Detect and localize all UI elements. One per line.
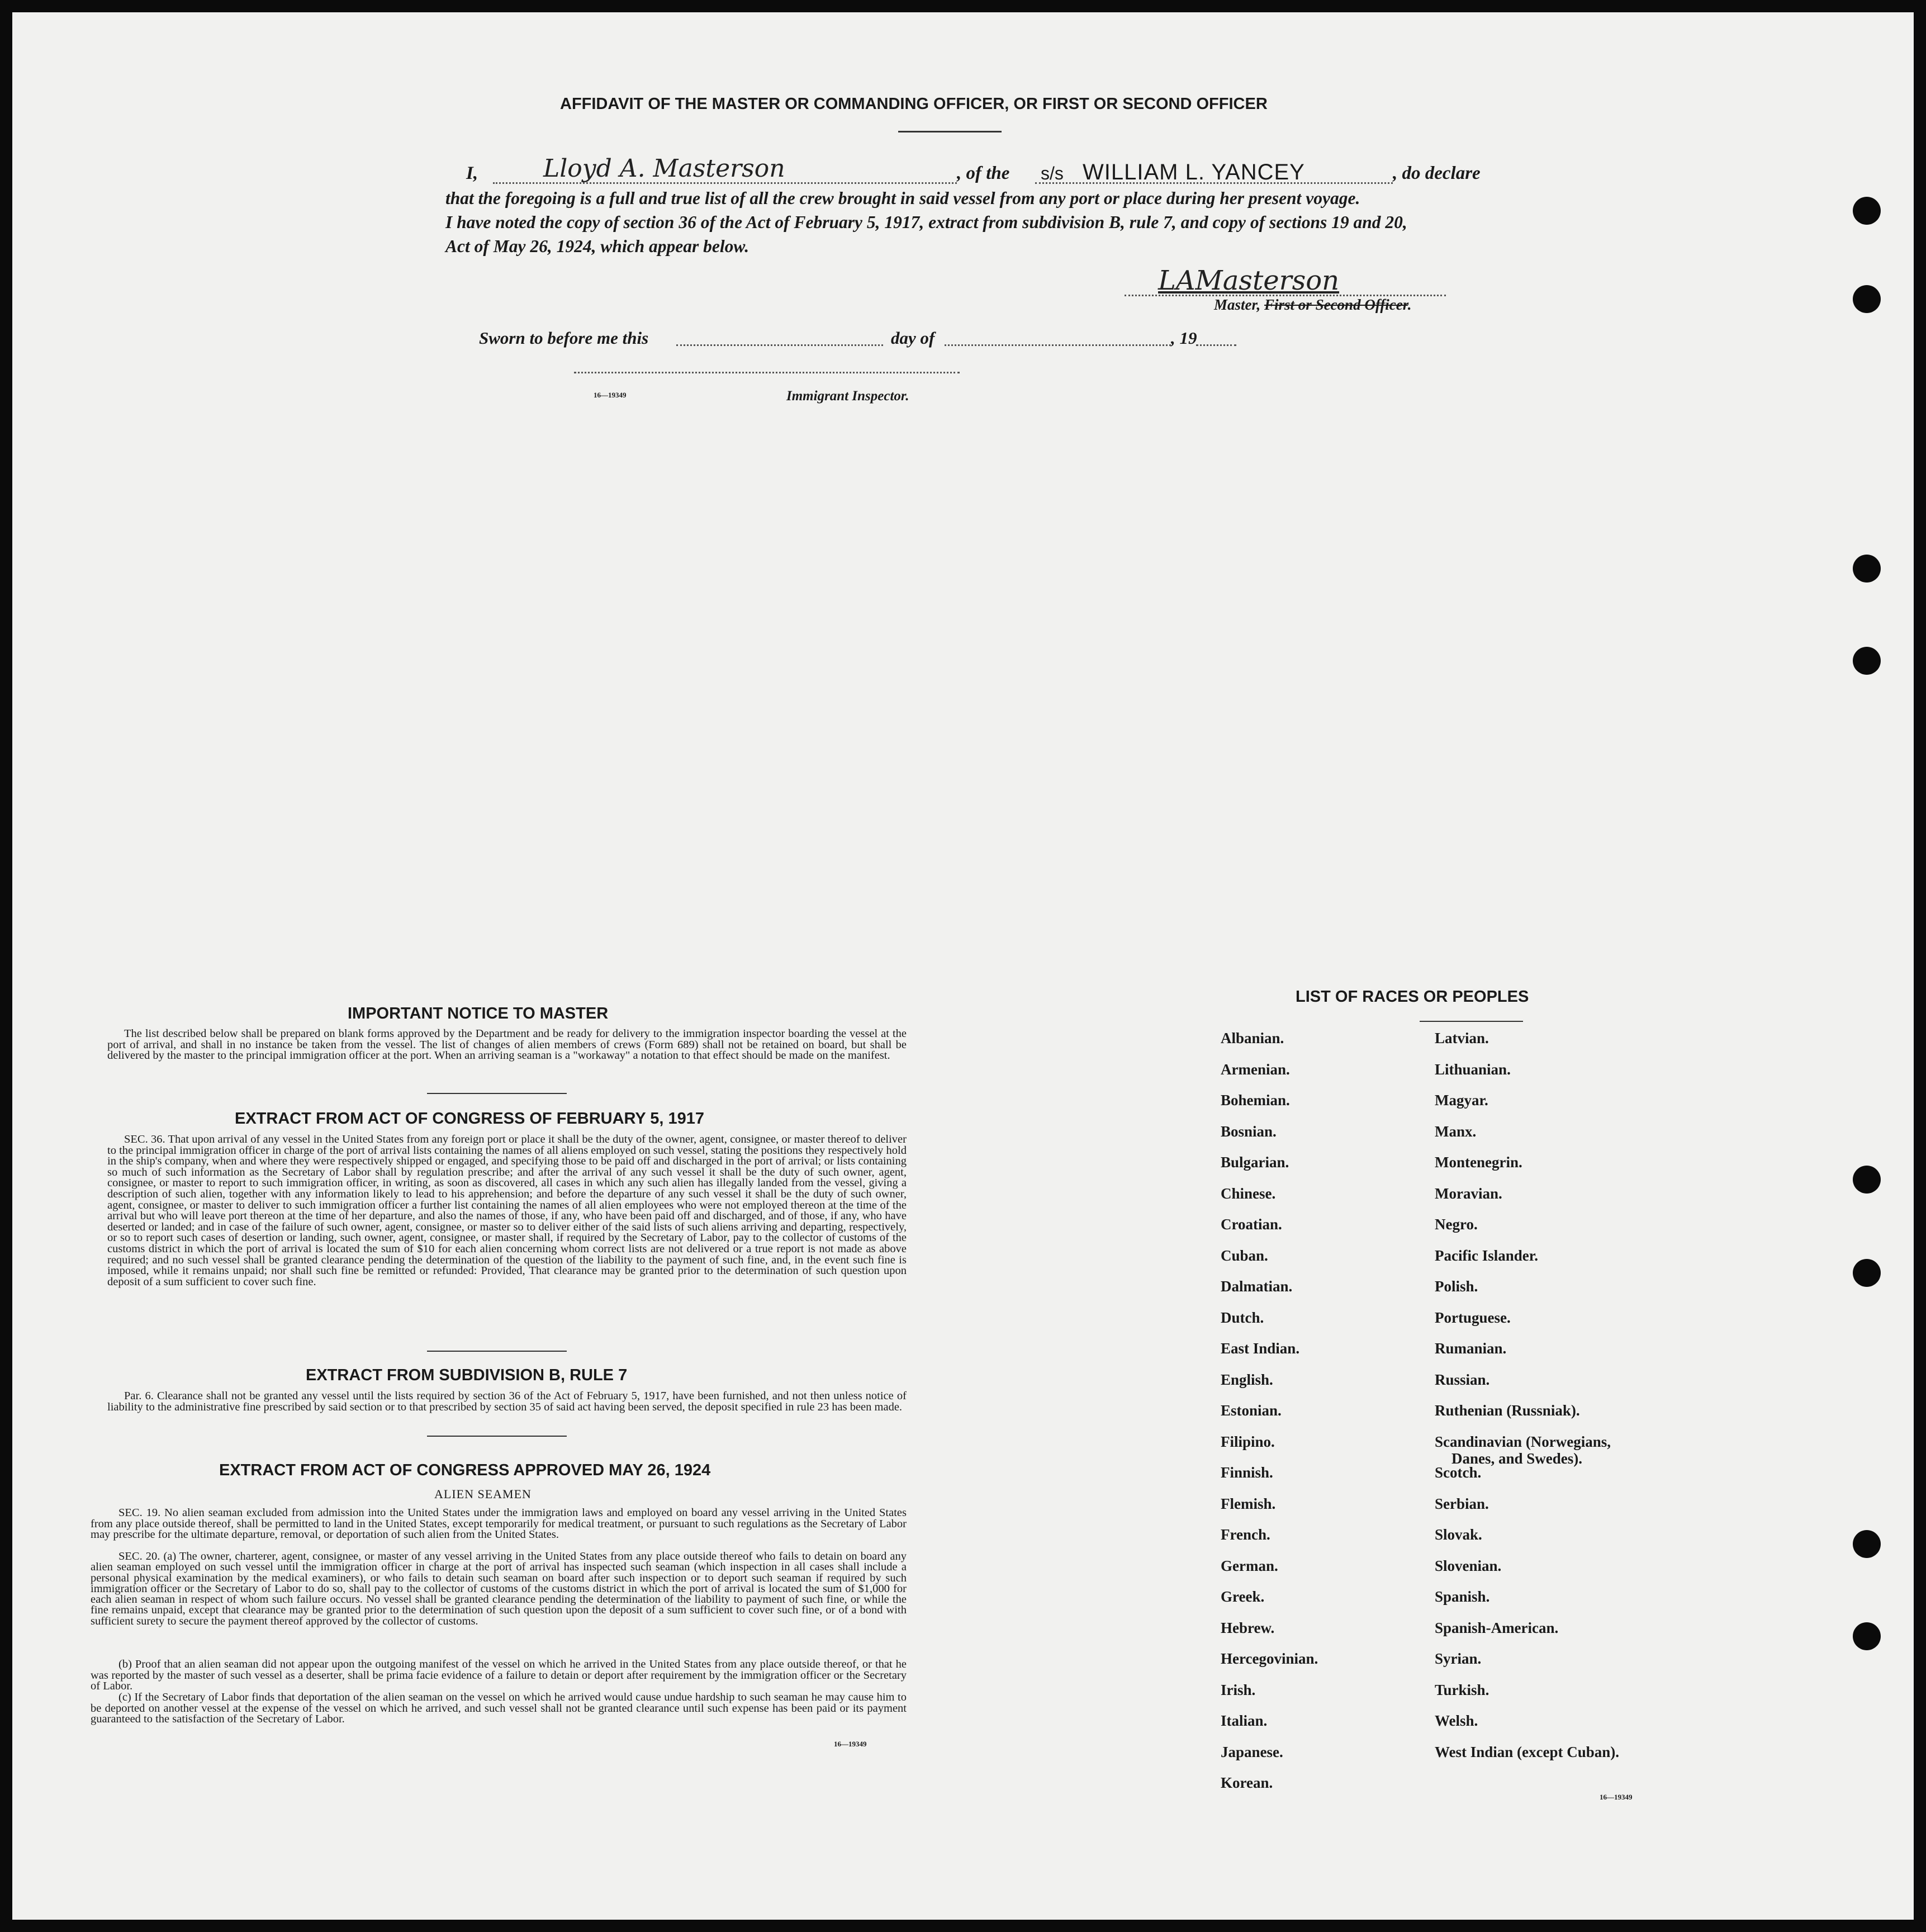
race-item: Welsh. [1435,1712,1478,1729]
race-item: Portuguese. [1435,1309,1511,1326]
race-item: Moravian. [1435,1185,1502,1202]
race-item: Armenian. [1221,1060,1290,1078]
race-item: East Indian. [1221,1340,1300,1357]
race-item: Pacific Islander. [1435,1247,1538,1264]
race-item: Irish. [1221,1681,1256,1698]
race-item: Greek. [1221,1588,1265,1605]
race-item: Cuban. [1221,1247,1268,1264]
race-item: Hercegovinian. [1221,1650,1318,1667]
vessel-name: WILLIAM L. YANCEY [1083,160,1305,184]
punch-hole [1853,1622,1881,1650]
sworn-year-field[interactable] [1196,344,1236,346]
race-item: French. [1221,1526,1270,1543]
pronoun-label: I, [466,163,478,183]
inspector-label: Immigrant Inspector. [786,389,909,404]
punch-hole [1853,1259,1881,1287]
race-item: Syrian. [1435,1650,1482,1667]
of-the-label: , of the [957,163,1010,183]
vessel-prefix: s/s [1041,163,1064,183]
act-1924-sec-20c: (c) If the Secretary of Labor finds that deportation of the alien seaman on the vessel on which he arrived would cause undue hardship to such seaman he may cause him to be deported on another vessel at the expense of the vessel on which he arrived, and such vessel shall not be granted clearance until such expense has been paid or its payment guaranteed to the satisfaction of the Secretary of Labor. [91,1691,907,1725]
sworn-label: Sworn to before me this [479,328,649,348]
signer-title-struck: First or Second Officer [1264,296,1408,313]
race-item: Chinese. [1221,1185,1276,1202]
race-item: Lithuanian. [1435,1060,1511,1078]
race-item: Scandinavian (Norwegians, [1435,1433,1611,1450]
race-item: Manx. [1435,1123,1477,1140]
race-item: Ruthenian (Russniak). [1435,1402,1580,1419]
affidavit-line-2: that the foregoing is a full and true list of all the crew brought in said vessel from any port or place during her present voyage. [445,188,1360,208]
race-item: Japanese. [1221,1743,1283,1760]
signer-title: Master, First or Second Officer. [1214,296,1412,313]
race-item: Polish. [1435,1278,1478,1295]
document-page [12,12,1914,1920]
punch-hole [1853,1166,1881,1194]
race-item: Flemish. [1221,1495,1276,1512]
form-number: 16—19349 [594,391,627,399]
sworn-month-field[interactable] [945,344,1171,346]
race-item: Filipino. [1221,1433,1275,1450]
affidavit-line-4: Act of May 26, 1924, which appear below. [445,236,749,256]
race-item: West Indian (except Cuban). [1435,1743,1620,1760]
rule-7-text: Par. 6. Clearance shall not be granted any vessel until the lists required by section 36 of the Act of February 5, 1917, have been furnished, and not then unless notice of liability to the administrative fine prescribed by said section or to that prescribed by section 35 of said act having been served, the deposit specified in rule 23 has been made. [107,1390,907,1413]
race-item: English. [1221,1371,1273,1388]
race-item: Finnish. [1221,1464,1273,1481]
notice-text: The list described below shall be prepared on blank forms approved by the Department and be ready for delivery to the immigration inspector boarding the vessel at the port of arrival, and shall in no instance be taken from the vessel. The list of changes of alien members of crews (Form 689) shall not be retained on board, but shall be delivered by the master to the principal immigration officer at the port. When an arriving seaman is a "workaway" a notation to that effect should be made on the manifest. [107,1027,907,1062]
race-item: Croatian. [1221,1216,1282,1233]
race-item: Scotch. [1435,1464,1482,1481]
year-label: , 19 [1171,328,1197,348]
title-divider [898,131,1002,132]
inspector-signature-field[interactable] [574,372,960,373]
day-of-label: day of [891,328,935,348]
punch-hole [1853,555,1881,583]
races-divider [1420,1021,1523,1022]
act-1924-sec-19: SEC. 19. No alien seaman excluded from admission into the United States under the immigration laws and employed on board any vessel arriving in the United States from any place outside thereof, shall be permitted to land in the United States, except temporarily for medical treatment, or pursuant to such regulations as the Secretary of Labor may prescribe for the ultimate departure, removal, or deportation of such alien from the United States. [91,1507,907,1541]
race-item: Hebrew. [1221,1619,1275,1636]
punch-hole [1853,647,1881,675]
act-1924-sec-20a: SEC. 20. (a) The owner, charterer, agent, consignee, or master of any vessel arriving in the United States from any place outside thereof who fails to detain on board any alien seaman employed on such vessel until the immigration officer in charge at the port of arrival has inspected such seaman (which inspection in all cases shall include a personal physical examination by the medical examiners), or who fails to detain such seaman on board after such inspection or to deport such seaman if required by such immigration officer or the Secretary of Labor to do so, shall pay to the collector of customs of the customs district in which the port of arrival is located the sum of $1,000 for each alien seaman in respect of whom such failure occurs. No vessel shall be granted clearance pending the determination of the liability to payment of such fine, or while the fine remains unpaid, except that clearance may be granted prior to the determination of such question upon the deposit of a sum sufficient to cover such fine, or of a bond with sufficient surety to secure the payment thereof approved by the collector of customs. [91,1550,907,1627]
rule-7-title: EXTRACT FROM SUBDIVISION B, RULE 7 [306,1366,628,1384]
act-1917-title: EXTRACT FROM ACT OF CONGRESS OF FEBRUARY 5, 1917 [235,1110,705,1128]
race-item: Dutch. [1221,1309,1264,1326]
sworn-day-field[interactable] [676,344,883,346]
do-declare-label: , do declare [1393,163,1481,183]
punch-hole [1853,1530,1881,1558]
race-item: Bulgarian. [1221,1154,1289,1171]
form-number: 16—19349 [834,1740,867,1748]
act-1924-sec-20b: (b) Proof that an alien seaman did not appear upon the outgoing manifest of the vessel on which he arrived in the United States from any place outside thereof, or that he was reported by the master of such vessel as a deserter, shall be prima facie evidence of a failure to detain or deport after requirement by the immigration officer or the Secretary of Labor. [91,1658,907,1692]
punch-hole [1853,285,1881,313]
race-item: Bohemian. [1221,1092,1290,1109]
notice-title: IMPORTANT NOTICE TO MASTER [348,1005,609,1022]
race-item: Italian. [1221,1712,1268,1729]
affidavit-title: AFFIDAVIT OF THE MASTER OR COMMANDING OFFICER, OR FIRST OR SECOND OFFICER [560,95,1268,113]
race-item: Magyar. [1435,1092,1488,1109]
race-item: Spanish-American. [1435,1619,1559,1636]
race-item: Danes, and Swedes). [1451,1450,1583,1467]
section-divider [427,1351,567,1352]
race-item: Russian. [1435,1371,1490,1388]
race-item: Turkish. [1435,1681,1489,1698]
race-item: Rumanian. [1435,1340,1507,1357]
punch-hole [1853,197,1881,225]
act-1917-text: SEC. 36. That upon arrival of any vessel in the United States from any foreign port or place it shall be the duty of the owner, agent, consignee, or master thereof to deliver to the principal immigration officer in charge of the port of arrival lists containing the names of all aliens employed on such vessel, stating the positions they respectively hold in the ship's company, when and where they were respectively shipped or engaged, and specifying those to be paid off and discharged in the port of arrival; or lists containing so much of such information as the Secretary of Labor shall by regulation prescribe; and after the arrival of any such vessel it shall be the duty of such owner, agent, consignee, or master to report to such immigration officer, in writing, as soon as discovered, all cases in which any such alien has illegally landed from the vessel, giving a description of such alien, together with any information likely to lead to his apprehension; and before the departure of any such vessel it shall be the duty of such owner, agent, consignee, or master to deliver to such immigration officer a further list containing the names of all alien employees who were not employed thereon at the time of the arrival but who will leave port thereon at the time of her departure, and also the names of those, if any, who have been paid off and discharged, and of those, if any, who have deserted or landed; and in case of the failure of such owner, agent, consignee, or master so to deliver either of the said lists of such aliens arriving and departing, respectively, or so to report such cases of desertion or landing, such owner, agent, consignee, or master shall, if required by the Secretary of Labor, pay to the collector of customs of the customs district in which the port of arrival is located the sum of $10 for each alien concerning whom correct lists are not delivered or a true report is not made as above required; and no such vessel shall be granted clearance pending the determination of the question of the liability to the payment of such fine, and, in the event such fine is imposed, while it remains unpaid; nor shall such fine be remitted or refunded: Provided, That clearance may be granted prior to the determination of such question upon deposit of a sum sufficient to cover such fine. [107,1133,907,1288]
race-item: Bosnian. [1221,1123,1277,1140]
race-item: Korean. [1221,1774,1273,1791]
race-item: Spanish. [1435,1588,1490,1605]
race-item: Latvian. [1435,1030,1489,1046]
races-title: LIST OF RACES OR PEOPLES [1296,988,1529,1006]
master-signature: LAMasterson [1158,265,1340,296]
race-item: Serbian. [1435,1495,1489,1512]
race-item: Slovak. [1435,1526,1482,1543]
act-1924-subtitle: ALIEN SEAMEN [434,1487,532,1501]
race-item: Estonian. [1221,1402,1282,1419]
race-item: Albanian. [1221,1030,1284,1046]
act-1924-title: EXTRACT FROM ACT OF CONGRESS APPROVED MAY 26, 1924 [219,1461,711,1479]
master-name-handwriting: Lloyd A. Masterson [543,154,785,183]
section-divider [427,1093,567,1094]
race-item: Slovenian. [1435,1557,1502,1574]
section-divider [427,1436,567,1437]
race-item: German. [1221,1557,1278,1574]
signer-title-master: Master, [1214,296,1261,313]
race-item: Montenegrin. [1435,1154,1522,1171]
race-item: Dalmatian. [1221,1278,1293,1295]
affidavit-line-3: I have noted the copy of section 36 of the Act of February 5, 1917, extract from subdivision B, rule 7, and copy of sections 19 and 20, [445,212,1407,232]
race-item: Negro. [1435,1216,1478,1233]
form-number: 16—19349 [1600,1793,1633,1801]
